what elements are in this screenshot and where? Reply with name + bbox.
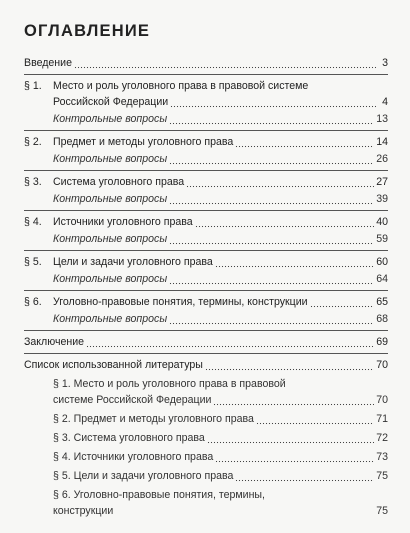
dot-leader <box>213 396 374 406</box>
toc-entry-ch1-line2[interactable] <box>24 96 388 109</box>
toc-entry-ch6[interactable] <box>24 296 388 309</box>
literature-item-title: § 4. Источники уголовного права <box>53 451 214 463</box>
divider <box>24 130 388 131</box>
literature-item-1-line1[interactable] <box>24 378 388 391</box>
questions-label: Контрольные вопросы <box>53 153 168 165</box>
dot-leader <box>169 115 374 125</box>
literature-item-6-line1[interactable] <box>24 489 388 502</box>
toc-entry-page: 65 <box>376 296 388 308</box>
page-title: ОГЛАВЛЕНИЕ <box>24 22 151 40</box>
toc-entry-page: 60 <box>376 256 388 268</box>
dot-leader <box>205 361 374 371</box>
toc-entry-ch4-questions[interactable] <box>24 233 388 246</box>
divider <box>24 330 388 331</box>
toc-entry-page: 70 <box>376 359 388 371</box>
section-number: § 1. <box>24 80 42 92</box>
toc-entry-ch6-questions[interactable] <box>24 313 388 326</box>
literature-item-title: § 6. Уголовно-правовые понятия, термины, <box>53 489 265 501</box>
literature-item-page: 73 <box>376 451 388 463</box>
toc-entry-title-cont: Российской Федерации <box>53 96 169 108</box>
toc-entry-page: 64 <box>376 273 388 285</box>
toc-entry-title: Список использованной литературы <box>24 359 203 371</box>
questions-label: Контрольные вопросы <box>53 273 168 285</box>
toc-entry-page: 59 <box>376 233 388 245</box>
dot-leader <box>169 235 374 245</box>
toc-entry-ch3-questions[interactable] <box>24 193 388 206</box>
literature-item-title-cont: конструкции <box>53 505 114 517</box>
section-number: § 3. <box>24 176 42 188</box>
toc-entry-page: 69 <box>376 336 388 348</box>
toc-entry-ch5-questions[interactable] <box>24 273 388 286</box>
literature-item-2[interactable] <box>24 413 388 426</box>
literature-item-page: 72 <box>376 432 388 444</box>
section-number: § 5. <box>24 256 42 268</box>
toc-entry-page: 39 <box>376 193 388 205</box>
toc-entry-title: Уголовно-правовые понятия, термины, конструкции <box>53 296 308 308</box>
questions-label: Контрольные вопросы <box>53 193 168 205</box>
toc-entry-title: Введение <box>24 57 72 69</box>
section-number: § 2. <box>24 136 42 148</box>
literature-item-1-line2[interactable] <box>24 394 388 407</box>
toc-entry-page: 4 <box>382 96 388 108</box>
literature-item-3[interactable] <box>24 432 388 445</box>
literature-item-5[interactable] <box>24 470 388 483</box>
literature-item-page: 75 <box>376 505 388 517</box>
toc-entry-page: 68 <box>376 313 388 325</box>
dot-leader <box>215 453 374 463</box>
questions-label: Контрольные вопросы <box>53 313 168 325</box>
divider <box>24 170 388 171</box>
toc-entry-page: 14 <box>376 136 388 148</box>
dot-leader <box>170 98 376 108</box>
literature-item-6-line2[interactable] <box>24 505 388 518</box>
dot-leader <box>74 59 376 69</box>
toc-entry-conclusion[interactable] <box>24 336 388 349</box>
toc-entry-ch1-line1[interactable] <box>24 80 388 93</box>
divider <box>24 74 388 75</box>
dot-leader <box>235 138 374 148</box>
dot-leader <box>169 195 374 205</box>
toc-entry-title: Источники уголовного права <box>53 216 193 228</box>
literature-item-title: § 3. Система уголовного права <box>53 432 205 444</box>
dot-leader <box>310 298 375 308</box>
toc-entry-ch4[interactable] <box>24 216 388 229</box>
toc-entry-page: 13 <box>376 113 388 125</box>
divider <box>24 353 388 354</box>
literature-item-page: 70 <box>376 394 388 406</box>
toc-entry-ch5[interactable] <box>24 256 388 269</box>
divider <box>24 290 388 291</box>
section-number: § 6. <box>24 296 42 308</box>
toc-entry-title: Заключение <box>24 336 85 348</box>
section-number: § 4. <box>24 216 42 228</box>
toc-entry-ch3[interactable] <box>24 176 388 189</box>
dot-leader <box>207 434 374 444</box>
dot-leader <box>215 258 374 268</box>
literature-item-page: 75 <box>376 470 388 482</box>
literature-item-title: § 2. Предмет и методы уголовного права <box>53 413 254 425</box>
toc-entry-title: Место и роль уголовного права в правовой системе <box>53 80 309 92</box>
dot-leader <box>169 275 374 285</box>
toc-entry-title: Цели и задачи уголовного права <box>53 256 213 268</box>
literature-item-page: 71 <box>376 413 388 425</box>
toc-entry-intro[interactable] <box>24 57 388 70</box>
literature-item-title: § 1. Место и роль уголовного права в правовой <box>53 378 286 390</box>
literature-item-4[interactable] <box>24 451 388 464</box>
literature-item-title-cont: системе Российской Федерации <box>53 394 212 406</box>
toc-entry-literature[interactable] <box>24 359 388 372</box>
dot-leader <box>169 315 374 325</box>
dot-leader <box>235 472 374 482</box>
dot-leader <box>195 218 375 228</box>
dot-leader <box>186 178 374 188</box>
toc-entry-title: Предмет и методы уголовного права <box>53 136 234 148</box>
dot-leader <box>86 338 374 348</box>
toc-entry-page: 27 <box>376 176 388 188</box>
toc-entry-page: 26 <box>376 153 388 165</box>
literature-item-title: § 5. Цели и задачи уголовного права <box>53 470 234 482</box>
dot-leader <box>115 507 374 517</box>
toc-entry-page: 3 <box>382 57 388 69</box>
questions-label: Контрольные вопросы <box>53 233 168 245</box>
divider <box>24 210 388 211</box>
divider <box>24 250 388 251</box>
toc-entry-page: 40 <box>376 216 388 228</box>
toc-entry-ch1-questions[interactable] <box>24 113 388 126</box>
questions-label: Контрольные вопросы <box>53 113 168 125</box>
dot-leader <box>169 155 374 165</box>
toc-entry-title: Система уголовного права <box>53 176 185 188</box>
dot-leader <box>256 415 374 425</box>
toc-entry-ch2[interactable] <box>24 136 388 149</box>
toc-entry-ch2-questions[interactable] <box>24 153 388 166</box>
table-of-contents <box>24 57 388 518</box>
